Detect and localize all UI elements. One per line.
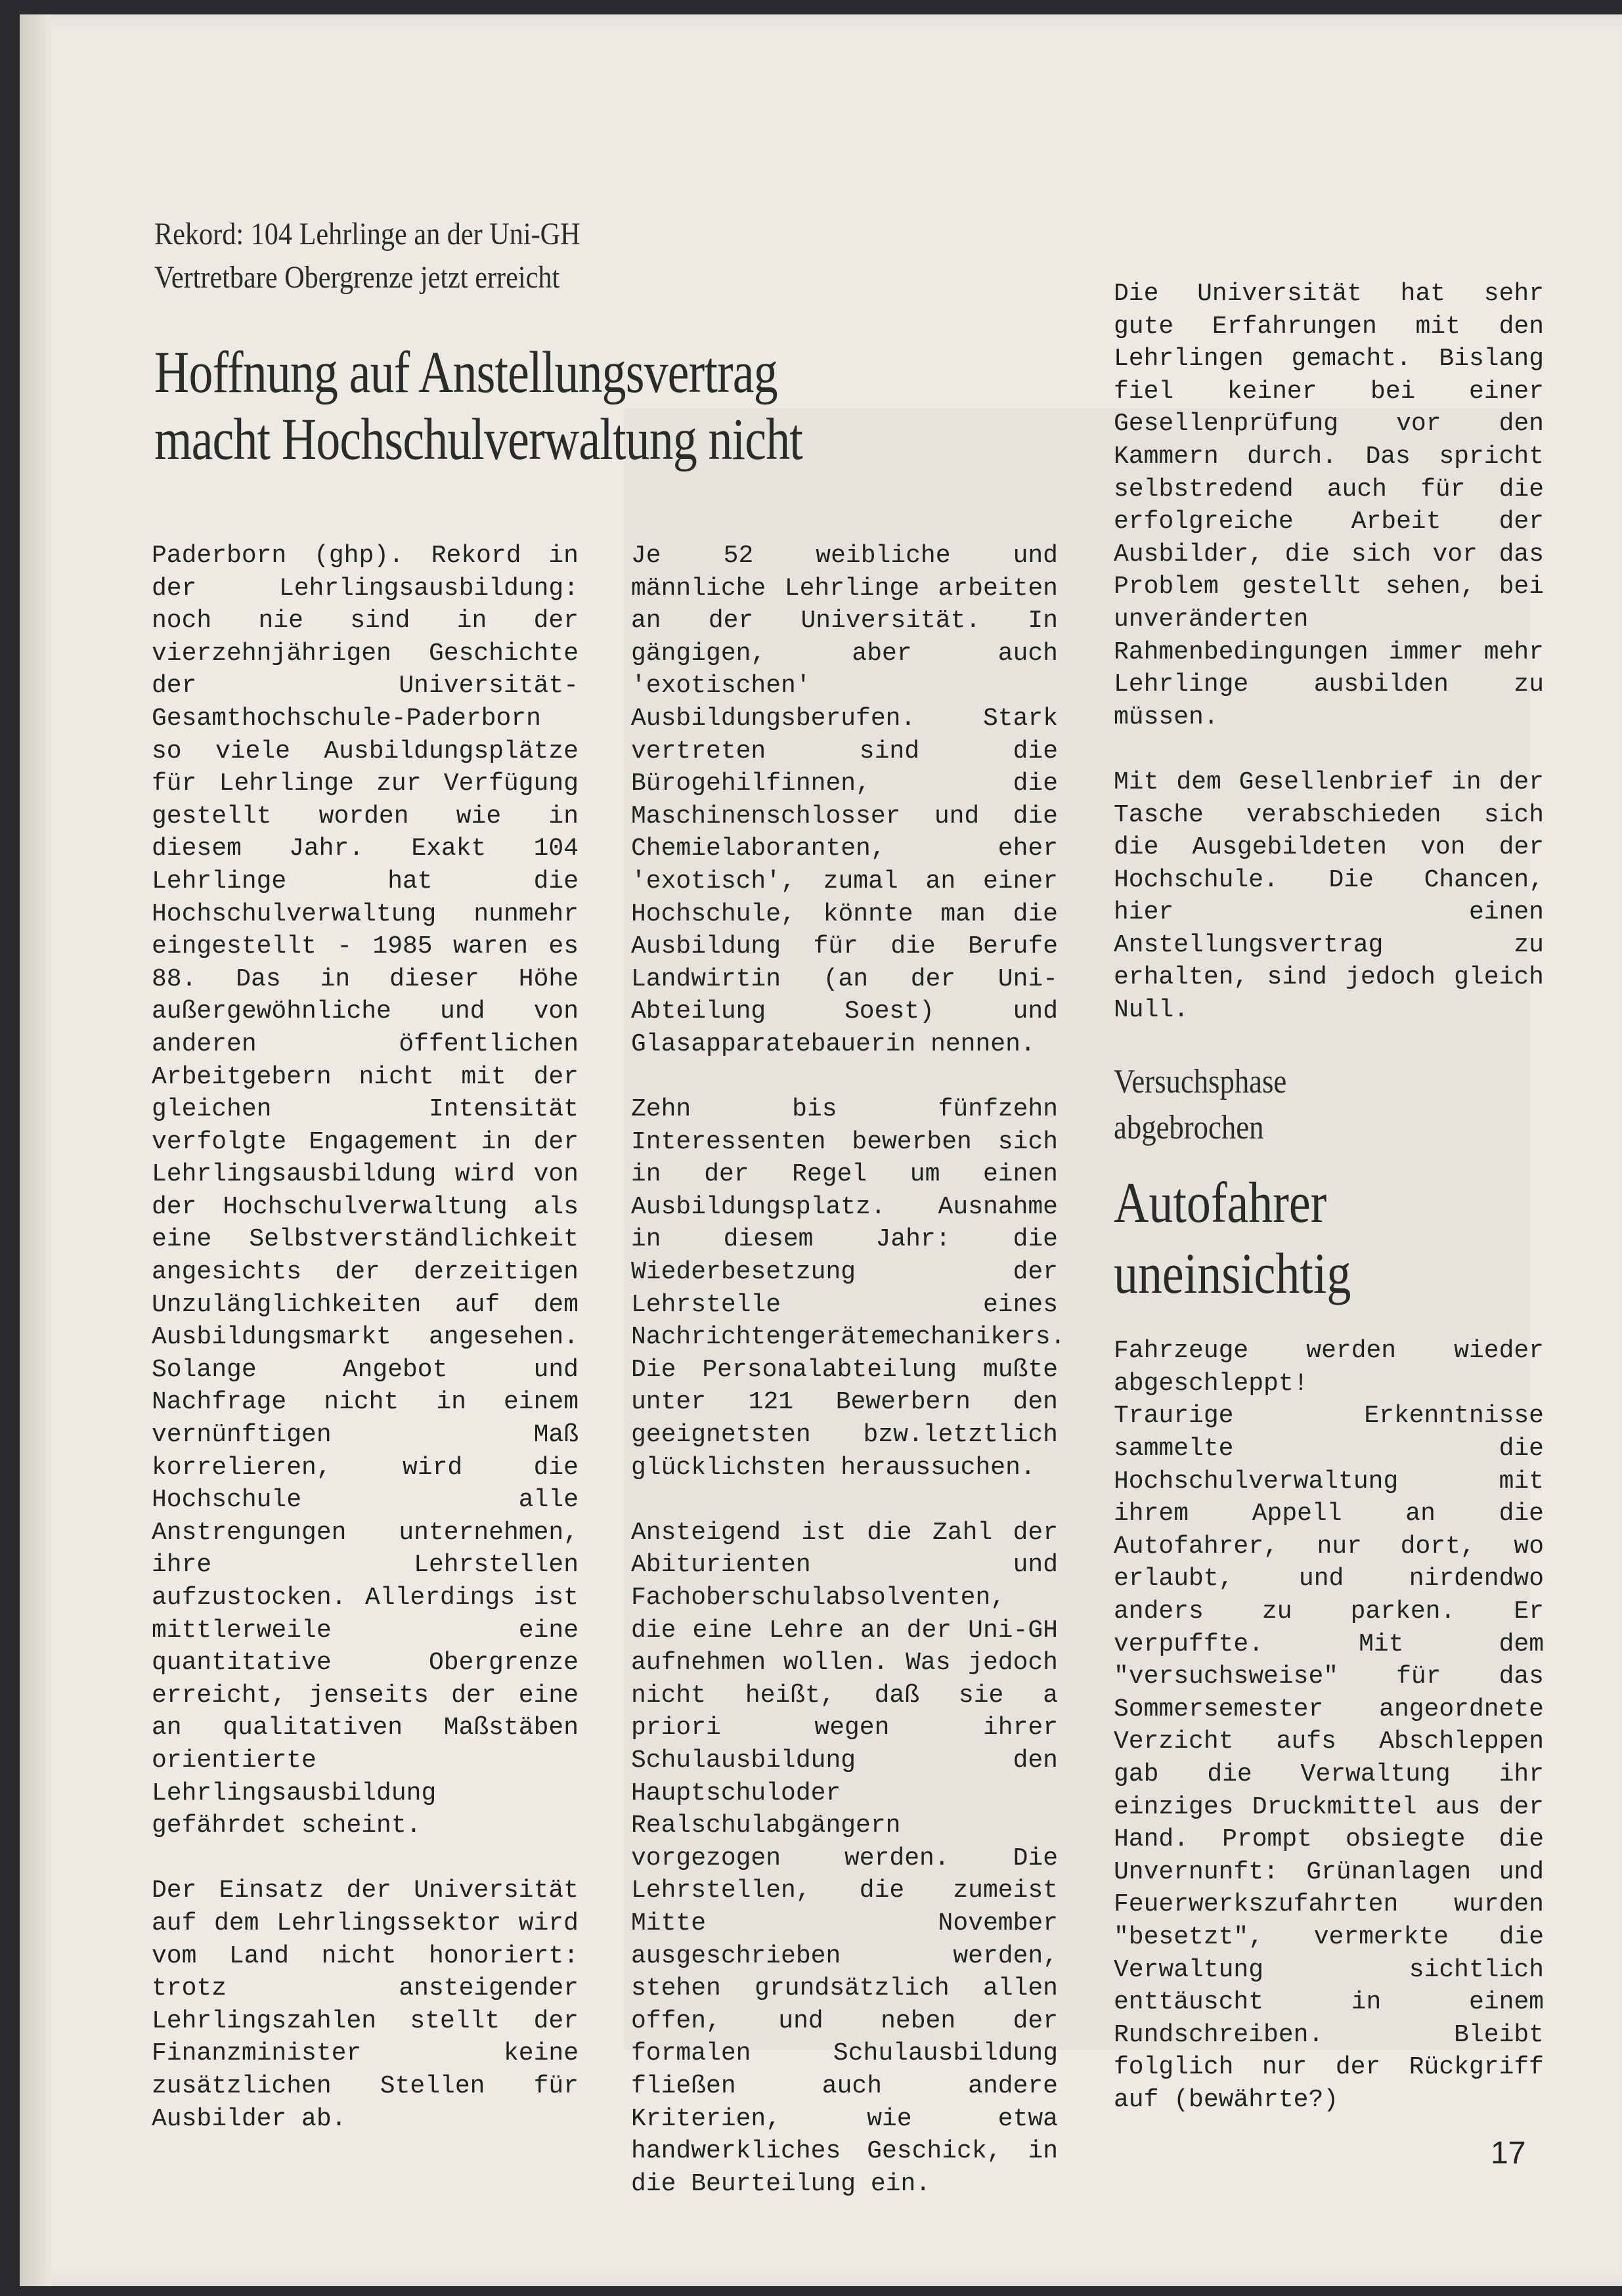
column-1 <box>152 540 579 2168</box>
article-paragraph: Je 52 weibliche und männliche Lehrlinge arbeiten an der Universität. In gängigen, aber auch 'exotischen' Ausbildungsberufen. Stark vertreten sind die Bürogehilfinnen, die Maschinenschlosser und die Chemielaboranten, eher 'exotisch', zumal an einer Hochschule, könnte man die Ausbildung für die Berufe Landwirtin (an der Uni-Abteilung Soest) und Glasapparatebauerin nennen. <box>631 542 1058 1058</box>
article-paragraph: Die Universität hat sehr gute Erfahrungen mit den Lehrlingen gemacht. Bislang fiel keiner bei einer Gesellenprüfung vor den Kammern durch. Das spricht selbstredend auch für die erfolgreiche Arbeit der Ausbilder, die sich vor das Problem gestellt sehen, bei unveränderten Rahmenbedingungen immer mehr Lehrlinge ausbilden zu müssen. <box>1114 280 1544 731</box>
headline-line-2: macht Hochschulverwaltung nicht <box>154 407 802 472</box>
page-number: 17 <box>1491 2136 1526 2171</box>
kicker-line-2: Vertretbare Obergrenze jetzt erreicht <box>154 260 560 295</box>
article-2-kicker-line-2: abgebrochen <box>1114 1109 1264 1147</box>
kicker-line-1: Rekord: 104 Lehrlinge an der Uni-GH <box>154 217 581 251</box>
article-kicker <box>154 213 674 299</box>
article-paragraph: Mit dem Gesellenbrief in der Tasche verabschieden sich die Ausgebildeten von der Hochschule. Die Chancen, hier einen Anstellungsvertrag zu erhalten, sind jedoch gleich Null. <box>1114 768 1544 1025</box>
article-paragraph: Zehn bis fünfzehn Interessenten bewerben sich in der Regel um einen Ausbildungsplatz. Ausnahme in diesem Jahr: die Wiederbesetzung der Lehrstelle eines Nachrichtengerätemechanikers. Die Personalabteilung mußte unter 121 Bewerbern den geeignetsten bzw.letztlich glücklichsten heraussuchen. <box>631 1095 1066 1482</box>
article-paragraph: Paderborn (ghp). Rekord in der Lehrlingsausbildung: noch nie sind in der vierzehnjährigen Geschichte der Universität-Gesamthochschule-Paderborn so viele Ausbildungsplätze für Lehrlinge zur Verfügung gestellt worden wie in diesem Jahr. Exakt 104 Lehrlinge hat die Hochschulverwaltung nunmehr eingestellt - 1985 waren es 88. Das in dieser Höhe außergewöhnliche und von anderen öffentlichen Arbeitgebern nicht mit der gleichen Intensität verfolgte Engagement in der Lehrlingsausbildung wird von der Hochschulverwaltung als eine Selbstverständlichkeit angesichts der derzeitigen Unzulänglichkeiten auf dem Ausbildungsmarkt angesehen. Solange Angebot und Nachfrage nicht in einem vernünftigen Maß korrelieren, wird die Hochschule alle Anstrengungen unternehmen, ihre Lehrstellen aufzustocken. Allerdings ist mittlerweile eine quantitative Obergrenze erreicht, jenseits der eine an qualitativen Maßstäben orientierte Lehrlingsausbildung gefährdet scheint. <box>152 542 579 1840</box>
article-2-title-line-2: uneinsichtig <box>1114 1242 1351 1307</box>
article-headline <box>154 339 854 473</box>
article-2-title <box>1114 1168 1475 1310</box>
article-paragraph: Der Einsatz der Universität auf dem Lehrlingssektor wird vom Land nicht honoriert: trotz ansteigender Lehrlingszahlen stellt der Finanzminister keine zusätzlichen Stellen für Ausbilder ab. <box>152 1876 579 2133</box>
article-paragraph: Ansteigend ist die Zahl der Abiturienten und Fachoberschulabsolventen, die eine Lehre an der Uni-GH aufnehmen wollen. Was jedoch nicht heißt, daß sie a priori wegen ihrer Schulausbildung den Hauptschuloder Realschulabgängern vorgezogen werden. Die Lehrstellen, die zumeist Mitte November ausgeschrieben werden, stehen grundsätzlich allen offen, und neben der formalen Schulausbildung fließen auch andere Kriterien, wie etwa handwerkliches Geschick, in die Beurteilung ein. <box>631 1518 1058 2198</box>
page-spine-shadow <box>20 14 51 2286</box>
article-2-kicker-line-1: Versuchsphase <box>1114 1063 1287 1101</box>
article-2-body: Traurige Erkenntnisse sammelte die Hochschulverwaltung mit ihrem Appell an die Autofahrer, nur dort, wo erlaubt, und nirdendwo anders zu parken. Er verpuffte. Mit dem "versuchsweise" für das Sommersemester angeordnete Verzicht aufs Abschleppen gab die Verwaltung ihr einziges Druckmittel aus der Hand. Prompt obsiegte die Unvernunft: Grünanlagen und Feuerwerkszufahrten wurden "besetzt", vermerkte die Verwaltung sichtlich enttäuscht in einem Rundschreiben. Bleibt folglich nur der Rückgriff auf (bewährte?) <box>1114 1402 1544 2114</box>
article-2-title-line-1: Autofahrer <box>1114 1171 1327 1236</box>
column-2 <box>631 540 1066 2233</box>
article-2-kicker <box>1114 1059 1483 1151</box>
article-2-lead: Fahrzeuge werden wieder abgeschleppt! <box>1114 1337 1544 1398</box>
magazine-page <box>20 14 1622 2286</box>
column-3 <box>1114 213 1544 2149</box>
headline-line-1: Hoffnung auf Anstellungsvertrag <box>154 340 778 405</box>
